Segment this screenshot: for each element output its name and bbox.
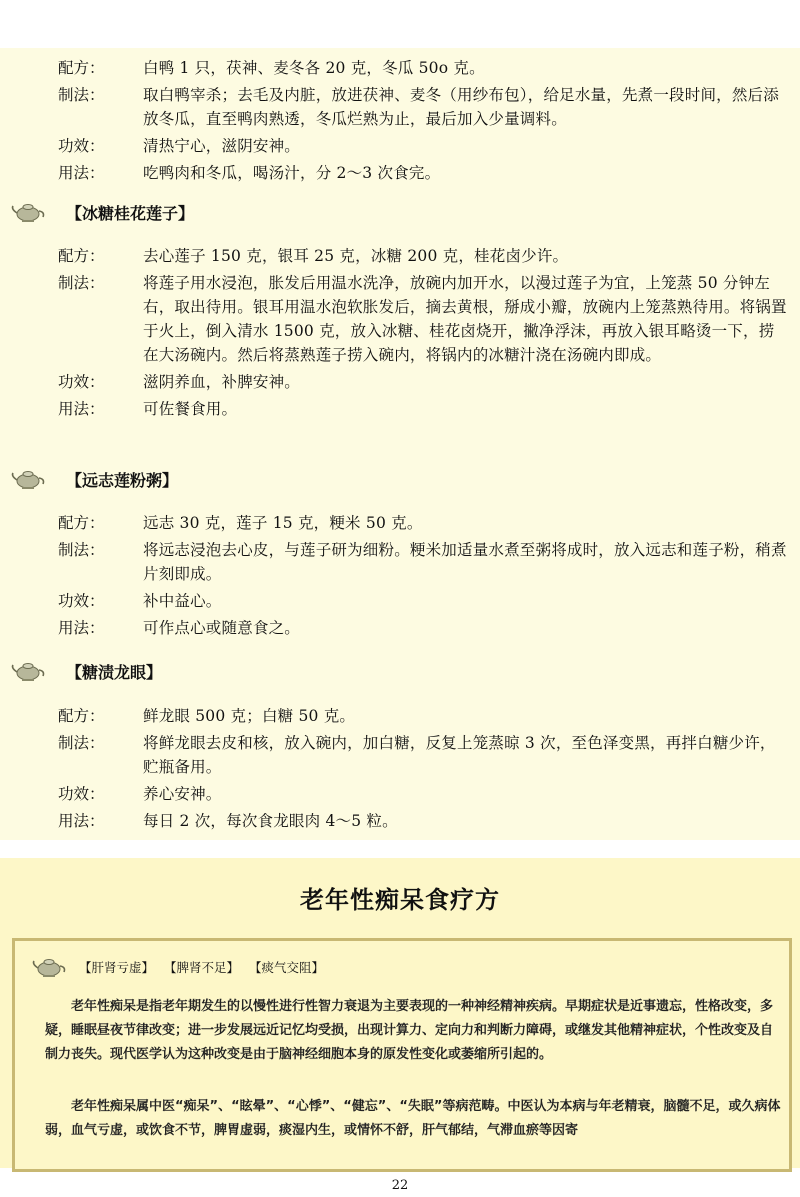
recipe-row — [0, 511, 800, 535]
row-label: 制法： — [58, 734, 105, 752]
row-text: 清热宁心，滋阴安神。 — [143, 137, 301, 155]
recipe-title: 【冰糖桂花莲子】 — [66, 203, 195, 223]
row-text: 可作点心或随意食之。 — [143, 619, 301, 637]
recipe-title: 【糖渍龙眼】 — [66, 662, 163, 682]
recipe-row — [0, 589, 800, 613]
row-text: 可佐餐食用。 — [143, 400, 238, 418]
intro-paragraph: 老年性痴呆属中医“痴呆”、“眩晕”、“心悸”、“健忘”、“失眠”等病范畴。中医认为本病与年老精衰，脑髓不足，或久病体弱，血气亏虚，或饮食不节，脾胃虚弱，痰湿内生，或情怀不舒，肝气郁结，气滞血瘀等因寄 — [45, 1099, 781, 1138]
recipe-row — [0, 704, 800, 728]
recipe-row — [0, 271, 800, 367]
row-text: 取白鸭宰杀；去毛及内脏，放进茯神、麦冬（用纱布包），给足水量，先煮一段时间，然后添放冬瓜，直至鸭肉熟透，冬瓜烂熟为止，最后加入少量调料。 — [143, 86, 779, 128]
row-text: 每日 2 次，每次食龙眼肉 4～5 粒。 — [143, 812, 398, 830]
row-text: 远志 30 克，莲子 15 克，粳米 50 克。 — [143, 514, 423, 532]
recipe-row — [0, 161, 800, 185]
teapot-icon — [31, 955, 67, 979]
recipe-section — [0, 511, 800, 640]
recipe-section — [0, 56, 800, 185]
recipe-row — [0, 809, 800, 833]
recipe-row — [0, 56, 800, 80]
recipe-row — [0, 616, 800, 640]
recipe-row — [0, 731, 800, 779]
row-text: 去心莲子 150 克，银耳 25 克，冰糖 200 克，桂花卤少许。 — [143, 247, 569, 265]
category-tags — [31, 955, 334, 979]
row-label: 功效： — [58, 785, 105, 803]
recipe-row — [0, 244, 800, 268]
row-text: 养心安神。 — [143, 785, 222, 803]
teapot-icon — [10, 200, 46, 224]
row-label: 配方： — [58, 707, 105, 725]
row-text: 白鸭 1 只，茯神、麦冬各 20 克，冬瓜 50o 克。 — [143, 59, 485, 77]
recipe-row — [0, 782, 800, 806]
row-text: 鲜龙眼 500 克；白糖 50 克。 — [143, 707, 356, 725]
row-label: 用法： — [58, 619, 105, 637]
intro-paragraph: 老年性痴呆是指老年期发生的以慢性进行性智力衰退为主要表现的一种神经精神疾病。早期症状是近事遗忘，性格改变，多疑，睡眠昼夜节律改变；进一步发展远近记忆均受损，出现计算力、定向力和判断力障碍，或继发其他精神症状，个性改变及自制力丧失。现代医学认为这种改变是由于脑神经细胞本身的原发性变化或萎缩所引起的。 — [45, 999, 774, 1062]
recipe-title-row — [10, 200, 194, 224]
recipe-row — [0, 370, 800, 394]
row-label: 功效： — [58, 373, 105, 391]
category-tag: 【痰气交阻】 — [249, 960, 325, 975]
row-label: 功效： — [58, 137, 105, 155]
recipe-row — [0, 134, 800, 158]
row-text: 将莲子用水浸泡，胀发后用温水洗净，放碗内加开水，以漫过莲子为宜，上笼蒸 50 分钟左右，取出待用。银耳用温水泡软胀发后，摘去黄根，掰成小瓣，放碗内上笼蒸熟待用。将锅置于火上，倒入清水 1500 克，放入冰糖、桂花卤烧开，撇净浮沫，再放入银耳略烫一下，捞在大汤碗内。然后将蒸熟莲子捞入碗内，将锅内的冰糖汁浇在汤碗内即成。 — [143, 274, 787, 364]
recipe-row — [0, 538, 800, 586]
row-label: 用法： — [58, 812, 105, 830]
category-tag: 【肝肾亏虚】 — [79, 960, 155, 975]
recipe-title: 【远志莲粉粥】 — [66, 470, 179, 490]
row-label: 制法： — [58, 86, 105, 104]
row-label: 配方： — [58, 59, 105, 77]
category-tag: 【脾肾不足】 — [164, 960, 240, 975]
row-label: 用法： — [58, 164, 105, 182]
teapot-icon — [10, 659, 46, 683]
row-label: 功效： — [58, 592, 105, 610]
intro-box — [12, 938, 792, 1172]
row-label: 制法： — [58, 274, 105, 292]
recipe-title-row — [10, 659, 162, 683]
row-text: 将远志浸泡去心皮，与莲子研为细粉。粳米加适量水煮至粥将成时，放入远志和莲子粉，稍煮片刻即成。 — [143, 541, 787, 583]
row-text: 滋阴养血，补脾安神。 — [143, 373, 301, 391]
recipe-section — [0, 704, 800, 833]
row-text: 将鲜龙眼去皮和核，放入碗内，加白糖，反复上笼蒸晾 3 次，至色泽变黑，再拌白糖少许，贮瓶备用。 — [143, 734, 776, 776]
teapot-icon — [10, 467, 46, 491]
row-text: 吃鸭肉和冬瓜，喝汤汁，分 2～3 次食完。 — [143, 164, 441, 182]
recipe-row — [0, 83, 800, 131]
row-label: 制法： — [58, 541, 105, 559]
section-title: 老年性痴呆食疗方 — [300, 886, 500, 914]
recipe-row — [0, 397, 800, 421]
row-label: 配方： — [58, 247, 105, 265]
row-text: 补中益心。 — [143, 592, 222, 610]
row-label: 配方： — [58, 514, 105, 532]
recipe-title-row — [10, 467, 178, 491]
recipe-section — [0, 244, 800, 421]
page-number: 22 — [391, 1178, 409, 1193]
row-label: 用法： — [58, 400, 105, 418]
